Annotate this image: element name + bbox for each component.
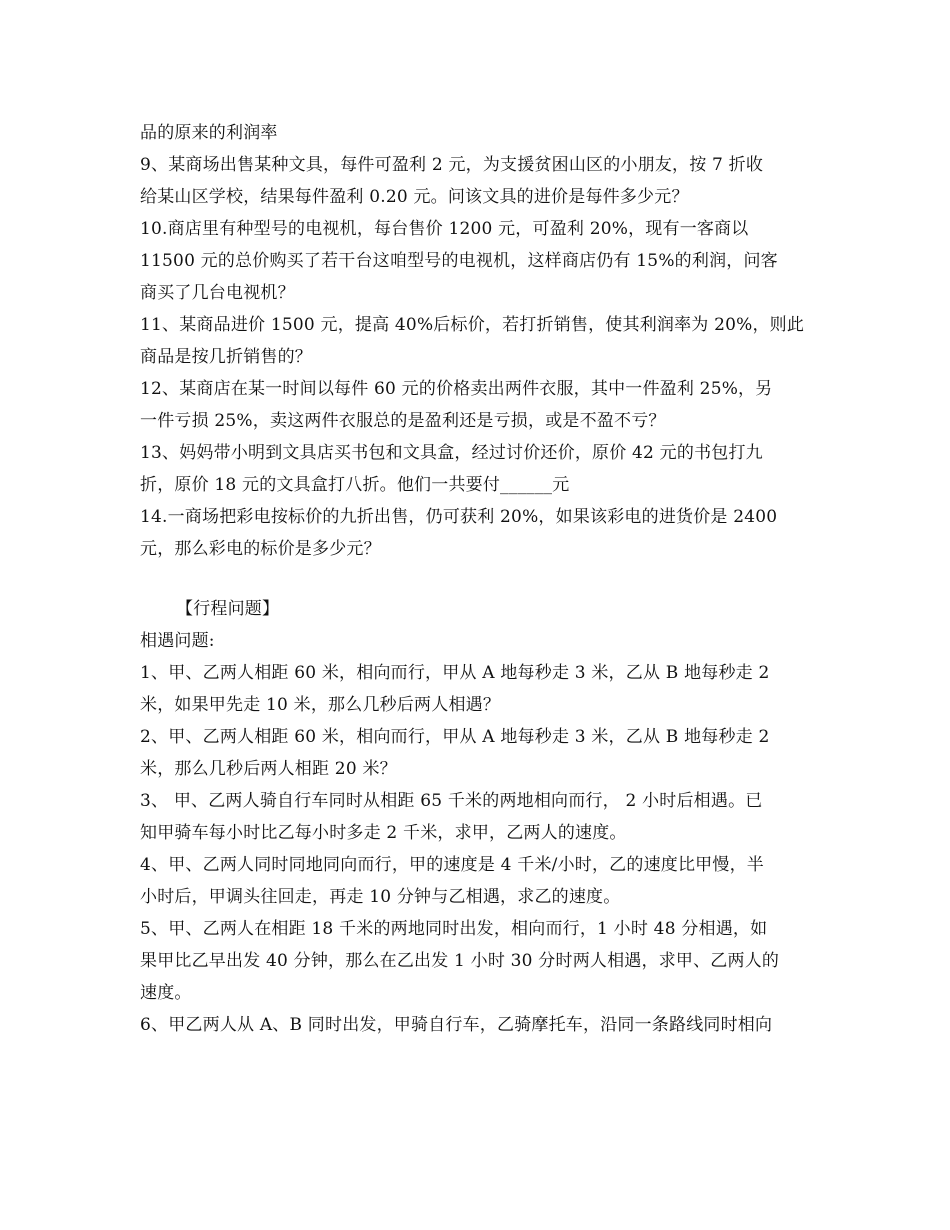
text-line: 11500 元的总价购买了若干台这咱型号的电视机，这样商店仍有 15%的利润，问客 <box>140 251 778 271</box>
text-line: 2、甲、乙两人相距 60 米，相向而行，甲从 A 地每秒走 3 米，乙从 B 地每秒走 2 <box>140 727 770 747</box>
text-line: 一件亏损 25%，卖这两件衣服总的是盈利还是亏损，或是不盈不亏？ <box>140 411 666 431</box>
text-line: 知甲骑车每小时比乙每小时多走 2 千米，求甲，乙两人的速度。 <box>140 823 627 843</box>
text-line: 商品是按几折销售的？ <box>140 347 312 367</box>
text-line: 5、甲、乙两人在相距 18 千米的两地同时出发，相向而行，1 小时 48 分相遇，如 <box>140 919 768 939</box>
text-line: 米，那么几秒后两人相距 20 米？ <box>140 759 397 779</box>
text-line: 10.商店里有种型号的电视机，每台售价 1200 元，可盈利 20%，现有一客商以 <box>140 219 749 239</box>
section-spacer <box>140 565 815 593</box>
travel-problems-section <box>140 625 815 1041</box>
text-line: 商买了几台电视机？ <box>140 283 295 303</box>
text-line: 12、某商店在某一时间以每件 60 元的价格卖出两件衣服，其中一件盈利 25%，另 <box>140 379 773 399</box>
text-line: 元，那么彩电的标价是多少元？ <box>140 539 381 559</box>
text-line: 果甲比乙早出发 40 分钟，那么在乙出发 1 小时 30 分时两人相遇，求甲、乙两人的 <box>140 951 780 971</box>
text-line: 11、某商品进价 1500 元，提高 40%后标价，若打折销售，使其利润率为 20%，则此 <box>140 315 805 335</box>
text-line: 给某山区学校，结果每件盈利 0.20 元。问该文具的进价是每件多少元？ <box>140 187 689 207</box>
text-line: 4、甲、乙两人同时同地同向而行，甲的速度是 4 千米/小时，乙的速度比甲慢，半 <box>140 855 764 875</box>
text-line: 14.一商场把彩电按标价的九折出售，仍可获利 20%，如果该彩电的进货价是 2400 <box>140 507 778 527</box>
document-content <box>140 117 815 1041</box>
text-line: 1、甲、乙两人相距 60 米，相向而行，甲从 A 地每秒走 3 米，乙从 B 地每秒走 2 <box>140 663 770 683</box>
text-line: 小时后，甲调头往回走，再走 10 分钟与乙相遇，求乙的速度。 <box>140 887 621 907</box>
section-heading: 【行程问题】 <box>176 599 280 619</box>
text-line: 9、某商场出售某种文具，每件可盈利 2 元，为支援贫困山区的小朋友，按 7 折收 <box>140 155 764 175</box>
text-line: 相遇问题: <box>140 631 215 651</box>
text-line: 折，原价 18 元的文具盒打八折。他们一共要付______元 <box>140 475 570 495</box>
profit-problems-section <box>140 117 815 565</box>
text-line: 6、甲乙两人从 A、B 同时出发，甲骑自行车，乙骑摩托车，沿同一条路线同时相向 <box>140 1015 773 1035</box>
text-line: 13、妈妈带小明到文具店买书包和文具盒，经过讨价还价，原价 42 元的书包打九 <box>140 443 763 463</box>
text-line: 米，如果甲先走 10 米，那么几秒后两人相遇？ <box>140 695 501 715</box>
text-line: 速度。 <box>140 983 192 1003</box>
text-line: 品的原来的利润率 <box>140 123 278 143</box>
text-line: 3、 甲、乙两人骑自行车同时从相距 65 千米的两地相向而行， 2 小时后相遇。已 <box>140 791 763 811</box>
